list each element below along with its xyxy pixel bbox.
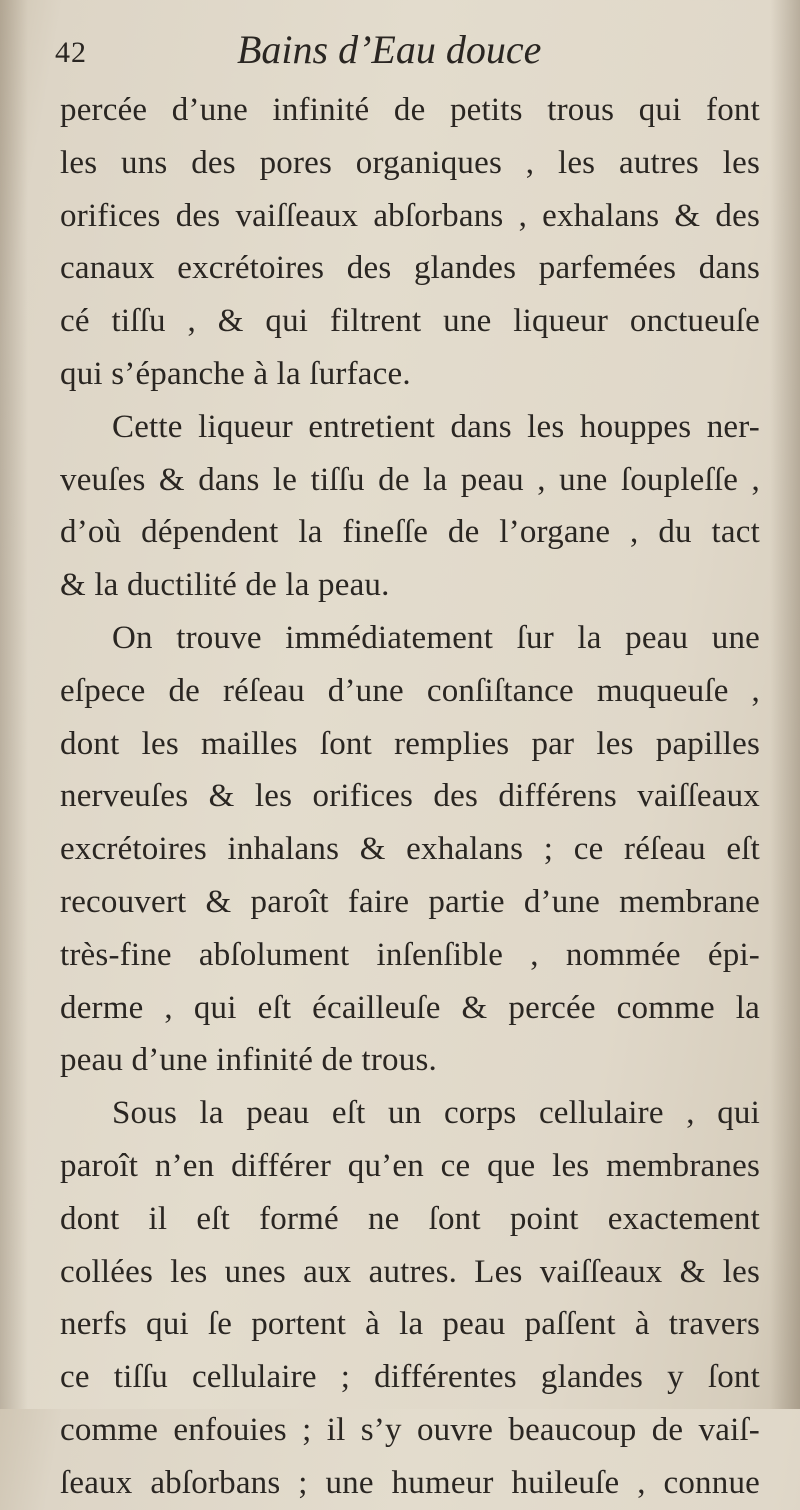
text-line: canaux excrétoires des glandes parfemées dans [60,250,760,287]
body-text [60,84,760,1510]
text-line: dont les mailles ſont remplies par les papilles [60,725,760,762]
running-title: Bains d’Eau douce [237,27,542,72]
text-line: percée d’une infinité de petits trous qui font [60,92,760,128]
text-line: ſeaux abſorbans ; une humeur huileuſe , connue [60,1464,760,1501]
paragraph-start-line: Sous la peau eſt un corps cellulaire , qui [112,1095,760,1132]
paragraph-start-line: Cette liqueur entretient dans les houppes ner- [112,408,760,445]
page-edge-shadow-left [0,0,28,1409]
text-line: ce tiſſu cellulaire ; différentes glandes y ſont [60,1359,760,1396]
text-line: paroît n’en différer qu’en ce que les membranes [60,1147,760,1184]
text-line: eſpece de réſeau d’une conſiſtance muqueuſe , [60,672,760,709]
text-line: d’où dépendent la fineſſe de l’organe , du tact [60,514,760,551]
text-line: très-fine abſolument inſenſible , nommée épi- [60,936,760,973]
text-line: qui s’épanche à la ſurface. [60,355,411,392]
page-edge-shadow-right [770,0,800,1409]
text-line: dont il eſt formé ne ſont point exactement [60,1200,760,1237]
text-line: cé tiſſu , & qui filtrent une liqueur onctueuſe [60,303,760,340]
text-line: collées les unes aux autres. Les vaiſſeaux & les [60,1253,760,1290]
text-line: comme enfouies ; il s’y ouvre beaucoup de vaiſ- [60,1411,760,1448]
page-header [55,22,755,82]
text-line: recouvert & paroît faire partie d’une membrane [60,883,760,920]
text-line: orifices des vaiſſeaux abſorbans , exhalans & des [60,197,760,234]
page-number: 42 [55,36,87,69]
text-line: nerfs qui ſe portent à la peau paſſent à travers [60,1306,760,1343]
text-line: excrétoires inhalans & exhalans ; ce réſeau eſt [60,831,760,868]
text-line: & la ductilité de la peau. [60,567,390,604]
text-line: nerveuſes & les orifices des différens vaiſſeaux [60,778,760,815]
text-line: derme , qui eſt écailleuſe & percée comme la [60,989,760,1026]
text-line: les uns des pores organiques , les autres les [60,144,760,181]
text-line: veuſes & dans le tiſſu de la peau , une ſoupleſſe , [60,461,760,498]
paragraph-start-line: On trouve immédiatement ſur la peau une [112,619,760,656]
text-line: peau d’une infinité de trous. [60,1042,437,1079]
